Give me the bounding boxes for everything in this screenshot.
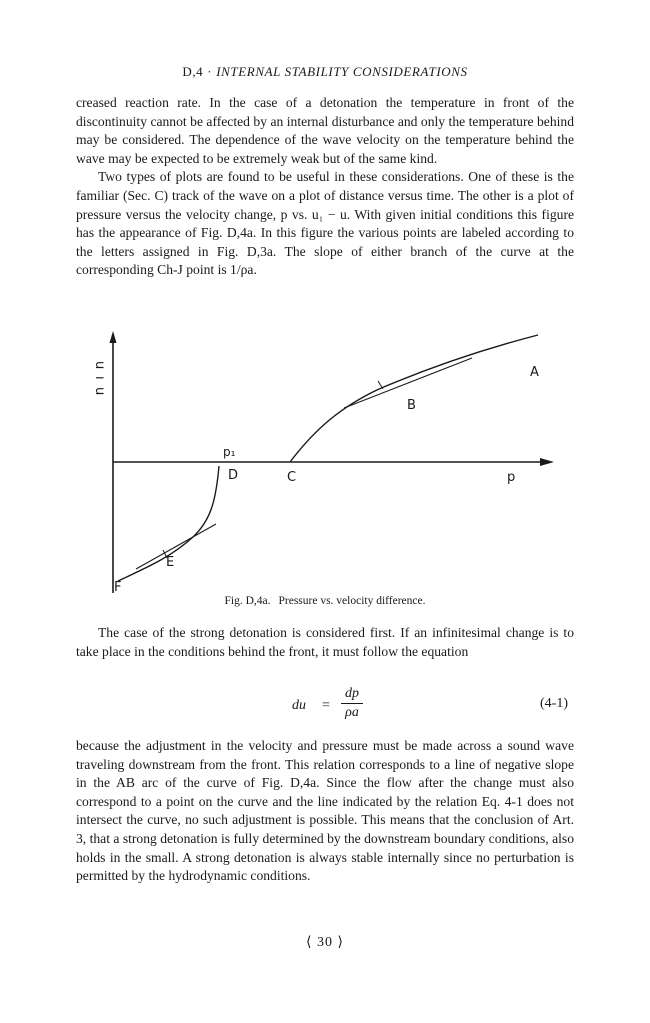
equation-fraction (337, 686, 367, 721)
equation-number: (4-1) (540, 696, 568, 711)
y-axis-arrow (110, 331, 117, 343)
fraction-denominator: ρa (345, 705, 359, 720)
figure-caption (76, 595, 574, 607)
body-text-bottom (76, 737, 574, 886)
point-label-f: F (114, 580, 122, 595)
body-text-top (76, 94, 574, 280)
body-text-middle (76, 624, 574, 661)
equation-4-1 (0, 686, 650, 730)
paragraph-adjustment: because the adjustment in the velocity and pressure must be made across a sound wave traveling downstream from the front. This relation corresponds to a line of negative slope in the AB arc of the curve of Fig. D,4a. Since the flow after the change must also correspond to a point on the curve and the line indicated by the relation Eq. 4-1 does not intersect the curve, no such adjustment is possible. This means that the conclusion of Art. 3, that a strong detonation is fully determined by the downstream boundary conditions, also holds in the small. A strong detonation is always stable internally since no perturbation is permitted by the hydrodynamic conditions. (76, 738, 574, 884)
page-number: ⟨ 30 ⟩ (306, 935, 344, 950)
y-axis-label-u1: u (92, 387, 107, 396)
point-label-d: D (228, 468, 239, 483)
point-label-c: C (287, 470, 297, 485)
point-label-a: A (530, 365, 539, 380)
point-label-e: E (166, 555, 175, 570)
caption-text: Pressure vs. velocity difference. (278, 595, 426, 607)
paragraph-strong-detonation: The case of the strong detonation is considered first. If an infinitesimal change is to take place in the conditions behind the front, it must follow the equation (76, 625, 574, 659)
chapter-title: INTERNAL STABILITY CONSIDERATIONS (216, 64, 468, 79)
figure-d4a (76, 325, 576, 620)
x-axis-arrow (540, 458, 554, 466)
point-label-p1: p₁ (223, 445, 236, 459)
equation-equals: = (322, 698, 330, 713)
fraction-bar (341, 703, 363, 704)
paragraph-plot-types: Two types of plots are found to be useful in these considerations. One of these is the familiar (Sec. C) track of the wave on a plot of distance versus time. The other is a plot of pressure versus the velocity change, p vs. u₁ − u. With given initial conditions this figure has the appearance of Fig. D,4a. In this figure the various points are labeled according to the letters assigned in Fig. D,3a. The slope of either branch of the curve at the corresponding Ch-J point is 1/ρa. (76, 169, 574, 278)
header-separator: · (207, 64, 213, 79)
paragraph-continued: creased reaction rate. In the case of a detonation the temperature in front of the discontinuity cannot be affected by an internal disturbance and only the temperature behind may be considered. The dependence of the wave velocity on the temperature behind the wave may be expected to be extremely weak but of the same kind. (76, 95, 574, 166)
caption-label: Fig. D,4a. (224, 595, 271, 607)
y-axis-label-minus: ı (92, 376, 107, 380)
y-axis-label-u: u (92, 361, 107, 370)
running-head (0, 64, 650, 80)
tangent-line-e (136, 524, 216, 569)
section-number: D,4 (182, 64, 204, 79)
x-axis-label: p (507, 470, 516, 485)
pressure-velocity-diagram (76, 325, 576, 620)
equation-lhs: du (292, 698, 306, 713)
fraction-numerator: dp (345, 686, 359, 701)
point-label-b: B (407, 398, 416, 413)
